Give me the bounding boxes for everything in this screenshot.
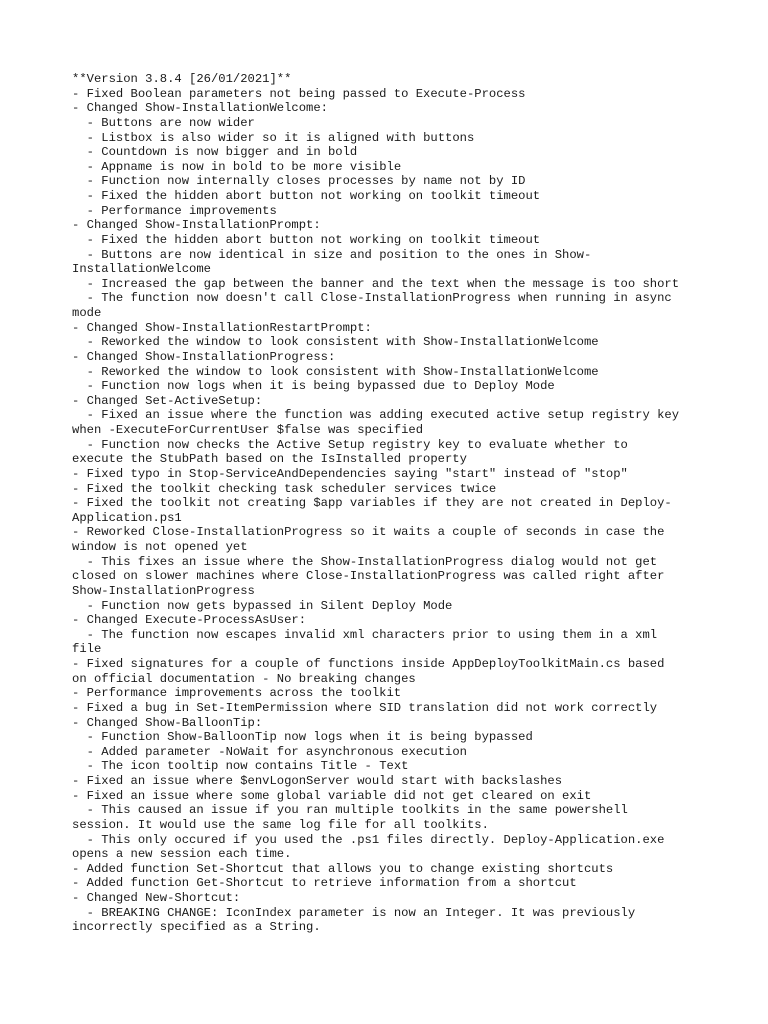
changelog-line: - Added function Get-Shortcut to retrieve information from a shortcut (72, 876, 577, 891)
changelog-line: - Function Show-BalloonTip now logs when it is being bypassed (72, 730, 533, 745)
changelog-line: **Version 3.8.4 [26/01/2021]** (72, 72, 292, 86)
changelog-line: window is not opened yet (72, 540, 248, 554)
changelog-line: Show-InstallationProgress (72, 583, 255, 598)
changelog-line: opens a new session each time. (72, 847, 292, 862)
changelog-line: - Fixed the hidden abort button not working on toolkit timeout (72, 189, 541, 203)
changelog-line: - Function now logs when it is being bypassed due to Deploy Mode (72, 379, 555, 394)
changelog-line: - This fixes an issue where the Show-InstallationProgress dialog would not get (72, 554, 658, 569)
changelog-line: - Added parameter -NoWait for asynchronous execution (72, 744, 467, 759)
changelog-line: InstallationWelcome (72, 262, 211, 277)
changelog-line: - Appname is now in bold to be more visible (72, 159, 402, 174)
changelog-line: - Changed Show-InstallationWelcome: (72, 101, 328, 116)
changelog-line: - Fixed the hidden abort button not working on toolkit timeout (72, 232, 541, 247)
changelog-line: - Fixed typo in Stop-ServiceAndDependencies saying "start" instead of "stop" (72, 466, 628, 481)
changelog-line: - Reworked the window to look consistent with Show-InstallationWelcome (72, 335, 599, 350)
changelog-line: - Changed Show-BalloonTip: (72, 715, 263, 730)
changelog-line: - This only occured if you used the .ps1 files directly. Deploy-Application.exe (72, 832, 665, 847)
changelog-line: Application.ps1 (72, 510, 182, 525)
changelog-line: - The icon tooltip now contains Title - Text (72, 759, 409, 774)
changelog-line: - Fixed an issue where some global variable did not get cleared on exit (72, 788, 592, 803)
changelog-line: - Fixed a bug in Set-ItemPermission where SID translation did not work correctly (72, 700, 658, 715)
changelog-line: closed on slower machines where Close-InstallationProgress was called right after (72, 569, 665, 584)
changelog-line: - Performance improvements across the toolkit (72, 686, 402, 701)
changelog-line: - Fixed the toolkit not creating $app variables if they are not created in Deploy- (72, 496, 672, 511)
changelog-text (72, 72, 712, 935)
changelog-line: - The function now escapes invalid xml characters prior to using them in a xml (72, 627, 658, 642)
changelog-line: - Added function Set-Shortcut that allows you to change existing shortcuts (72, 861, 614, 876)
changelog-line: - Fixed an issue where $envLogonServer would start with backslashes (72, 774, 563, 788)
changelog-line: - This caused an issue if you ran multiple toolkits in the same powershell (72, 803, 628, 818)
changelog-line: - Listbox is also wider so it is aligned with buttons (72, 130, 475, 145)
changelog-line: - Fixed Boolean parameters not being passed to Execute-Process (72, 86, 526, 101)
changelog-line: on official documentation - No breaking changes (72, 671, 416, 686)
changelog-line: - Fixed the toolkit checking task scheduler services twice (72, 481, 497, 496)
changelog-line: - Function now gets bypassed in Silent Deploy Mode (72, 598, 453, 613)
changelog-line: - Countdown is now bigger and in bold (72, 145, 358, 160)
changelog-line: - Changed Show-InstallationProgress: (72, 349, 336, 364)
changelog-line: - Reworked Close-InstallationProgress so it waits a couple of seconds in case the (72, 525, 665, 540)
changelog-line: - Fixed signatures for a couple of functions inside AppDeployToolkitMain.cs based (72, 657, 665, 671)
changelog-line: - The function now doesn't call Close-InstallationProgress when running in async (72, 291, 672, 306)
changelog-line: mode (72, 306, 102, 320)
changelog-line: file (72, 642, 102, 657)
changelog-line: - Performance improvements (72, 203, 277, 218)
changelog-line: session. It would use the same log file for all toolkits. (72, 817, 489, 832)
changelog-line: - Increased the gap between the banner and the text when the message is too short (72, 276, 680, 291)
changelog-line: - Changed Show-InstallationRestartPrompt: (72, 320, 372, 335)
changelog-line: - Fixed an issue where the function was adding executed active setup registry key (72, 408, 680, 423)
changelog-line: - BREAKING CHANGE: IconIndex parameter is now an Integer. It was previously (72, 905, 636, 920)
changelog-line: - Changed Show-InstallationPrompt: (72, 218, 321, 233)
changelog-line: - Buttons are now identical in size and position to the ones in Show- (72, 247, 592, 262)
changelog-line: - Changed New-Shortcut: (72, 891, 241, 905)
changelog-line: - Buttons are now wider (72, 115, 255, 130)
changelog-line: when -ExecuteForCurrentUser $false was specified (72, 423, 424, 437)
changelog-line: - Changed Execute-ProcessAsUser: (72, 613, 307, 628)
changelog-line: - Function now internally closes processes by name not by ID (72, 174, 526, 189)
changelog-line: - Function now checks the Active Setup registry key to evaluate whether to (72, 437, 628, 452)
changelog-line: - Reworked the window to look consistent with Show-InstallationWelcome (72, 364, 599, 379)
changelog-line: - Changed Set-ActiveSetup: (72, 393, 263, 408)
changelog-line: incorrectly specified as a String. (72, 920, 321, 935)
changelog-line: execute the StubPath based on the IsInstalled property (72, 452, 467, 467)
